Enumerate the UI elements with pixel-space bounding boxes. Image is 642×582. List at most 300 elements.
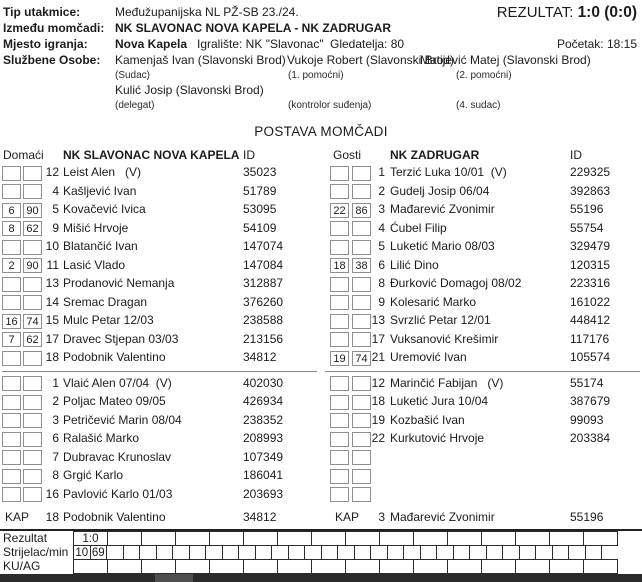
shirt-number: 10	[45, 239, 59, 253]
player-row	[323, 375, 640, 394]
grid-cell	[549, 559, 584, 574]
player-row	[2, 238, 319, 257]
sub-in-box	[2, 295, 21, 310]
sub-in-box	[2, 469, 21, 484]
grid-cell: 10	[73, 545, 91, 560]
sub-in-box: 6	[2, 203, 21, 218]
player-name: Petričević Marin 08/04	[63, 412, 182, 427]
rezultat-row	[73, 531, 618, 546]
sub-in-box	[2, 277, 21, 292]
sub-in-box	[2, 432, 21, 447]
player-name: Svrzlić Petar 12/01	[390, 313, 491, 327]
player-name: Dubravac Krunoslav	[63, 449, 172, 464]
rezultat-label: REZULTAT:	[496, 4, 574, 21]
grid-cell	[106, 545, 124, 560]
guest-id-header: ID	[570, 148, 582, 162]
grid-cell	[379, 531, 414, 546]
sub-in-box	[2, 487, 21, 502]
player-id: 392863	[570, 183, 611, 198]
sub-in-box	[2, 166, 21, 181]
grid-cell	[205, 545, 223, 560]
player-row	[2, 294, 319, 313]
kuag-row	[73, 559, 618, 574]
player-name: Dravec Stjepan 03/03	[63, 331, 179, 346]
grid-cell	[277, 559, 312, 574]
shirt-number: 13	[371, 313, 385, 327]
grid-cell	[549, 531, 584, 546]
grid-cell	[141, 559, 176, 574]
player-name: Blatančić Ivan	[63, 239, 138, 253]
guest-side-label: Gosti	[333, 148, 362, 162]
guest-captain-name: Mađarević Zvonimir	[390, 510, 495, 524]
official-referee: Kamenjaš Ivan (Slavonski Brod)	[115, 53, 286, 67]
player-row	[323, 164, 640, 183]
grid-cell	[453, 545, 471, 560]
player-id: 329479	[570, 239, 611, 253]
player-id: 147074	[243, 239, 284, 253]
shirt-number: 18	[371, 394, 385, 408]
shirt-number: 12	[371, 375, 385, 390]
sub-in-box	[330, 376, 349, 391]
shirt-number: 4	[52, 183, 59, 198]
grid-cell: 69	[90, 545, 108, 560]
player-row	[323, 238, 640, 257]
grid-cell	[354, 545, 372, 560]
player-row	[2, 183, 319, 202]
grid-cell	[447, 531, 482, 546]
player-name: Sremac Dragan	[63, 294, 148, 309]
sub-in-box: 18	[330, 258, 349, 273]
home-captain-name: Podobnik Valentino	[63, 510, 166, 524]
shirt-number: 12	[45, 165, 59, 179]
sub-minute-box: 62	[23, 221, 42, 236]
shirt-number: 2	[378, 183, 385, 198]
player-row	[2, 331, 319, 350]
player-name: Lasić Vlado	[63, 257, 126, 272]
grid-cell	[175, 559, 210, 574]
grid-cell	[271, 545, 289, 560]
grid-cell	[175, 531, 210, 546]
shirt-number: 6	[52, 431, 59, 445]
grid-cell	[413, 531, 448, 546]
player-id: 376260	[243, 294, 284, 309]
player-row	[2, 375, 319, 394]
grid-cell	[585, 545, 603, 560]
player-row	[2, 430, 319, 449]
shirt-number: 16	[45, 486, 59, 501]
home-captain-id: 34812	[243, 510, 277, 524]
grid-cell	[345, 559, 380, 574]
guest-captain-row	[323, 509, 640, 528]
player-row	[323, 486, 640, 505]
home-captain-row	[2, 509, 319, 528]
shirt-number: 17	[371, 331, 385, 346]
player-name: Vlaić Alen 07/04 (V)	[63, 375, 172, 390]
guest-column	[323, 147, 640, 528]
player-row	[2, 257, 319, 276]
score-grid	[73, 531, 618, 574]
grid-cell	[420, 545, 438, 560]
player-id: 105574	[570, 350, 611, 364]
player-row	[323, 257, 640, 276]
grid-cell	[238, 545, 256, 560]
player-id: 161022	[570, 294, 611, 309]
player-row	[2, 393, 319, 412]
grid-cell	[243, 559, 278, 574]
sub-in-box	[330, 295, 349, 310]
guest-team-name: NK ZADRUGAR	[390, 148, 480, 162]
mjesto-value: Nova Kapela	[115, 37, 188, 51]
shirt-number: 22	[371, 431, 385, 445]
grid-cell	[519, 545, 537, 560]
shirt-number: 21	[371, 350, 385, 364]
grid-cell	[123, 545, 141, 560]
guest-captain-number: 3	[378, 510, 385, 524]
grid-cell	[583, 531, 618, 546]
grid-cell	[222, 545, 240, 560]
sub-minute-box: 62	[23, 332, 42, 347]
player-name: Kurkutović Hrvoje	[390, 431, 485, 445]
player-row	[323, 393, 640, 412]
shirt-number: 9	[52, 220, 59, 235]
izmedu-label: Između momčadi:	[3, 21, 105, 35]
grid-cell	[277, 531, 312, 546]
shirt-number: 18	[45, 350, 59, 364]
tip-utakmice-label: Tip utakmice:	[3, 5, 81, 19]
guest-subs-separator	[325, 371, 640, 372]
player-name: Grgić Karlo	[63, 468, 124, 482]
grid-cell	[304, 545, 322, 560]
grid-cell	[583, 559, 618, 574]
home-side-label: Domaći	[3, 148, 44, 162]
player-id: 107349	[243, 449, 284, 464]
grid-cell	[535, 545, 553, 560]
player-id: 120315	[570, 257, 611, 272]
sub-minute-box: 86	[352, 203, 371, 218]
player-id: 51789	[243, 183, 277, 198]
grid-cell	[436, 545, 454, 560]
official-delegate: Kulić Josip (Slavonski Brod)	[115, 83, 264, 97]
player-row	[323, 183, 640, 202]
player-row	[2, 201, 319, 220]
sluzbene-label: Službene Osobe:	[3, 53, 101, 67]
player-row	[323, 331, 640, 350]
role-4sudac: (4. sudac)	[456, 100, 501, 111]
role-kontrolor: (kontrolor suđenja)	[288, 100, 372, 111]
scrollbar-thumb[interactable]	[155, 574, 193, 582]
player-name: Gudelj Josip 06/04	[390, 183, 490, 198]
shirt-number: 1	[378, 165, 385, 179]
guest-kap-label: KAP	[335, 510, 360, 524]
kuag-row-label: KU/AG	[3, 559, 41, 573]
grid-cell	[481, 531, 516, 546]
shirt-number: 6	[378, 257, 385, 272]
player-name: Luketić Mario 08/03	[390, 239, 495, 253]
sub-in-box: 2	[2, 258, 21, 273]
home-column	[2, 147, 319, 528]
player-name: Marinčić Fabijan (V)	[390, 375, 504, 390]
player-id: 99093	[570, 412, 604, 427]
postava-title: POSTAVA MOMČADI	[254, 124, 388, 139]
grid-cell	[107, 559, 142, 574]
player-id: 53095	[243, 202, 277, 216]
player-id: 223316	[570, 276, 611, 290]
player-row	[2, 449, 319, 468]
player-row	[323, 312, 640, 331]
strijelac-row-label: Strijelac/min	[3, 545, 69, 559]
grid-cell	[552, 545, 570, 560]
shirt-number: 5	[52, 202, 59, 216]
home-starters-list	[2, 164, 319, 368]
sub-in-box	[330, 487, 349, 502]
player-name: Mađarević Zvonimir	[390, 202, 495, 216]
sub-minute-box: 90	[23, 258, 42, 273]
guest-subs-list	[323, 375, 640, 505]
home-captain-number: 18	[45, 510, 59, 524]
player-name: Leist Alen (V)	[63, 165, 142, 179]
sub-in-box	[330, 277, 349, 292]
grid-cell: 1:0	[73, 531, 108, 546]
sub-in-box	[330, 469, 349, 484]
sub-minute-box	[352, 487, 371, 502]
sub-in-box	[330, 184, 349, 199]
grid-cell	[481, 559, 516, 574]
role-pomocni2: (2. pomoćni)	[456, 70, 512, 81]
player-row	[2, 412, 319, 431]
grid-cell	[172, 545, 190, 560]
shirt-number: 7	[52, 449, 59, 464]
grid-cell	[515, 531, 550, 546]
sub-in-box	[2, 395, 21, 410]
player-name: Terzić Luka 10/01 (V)	[390, 165, 507, 179]
player-row	[2, 164, 319, 183]
home-subs-separator	[2, 371, 317, 372]
sub-minute-box: 90	[23, 203, 42, 218]
player-name: Kozbašić Ivan	[390, 412, 465, 427]
grid-cell	[321, 545, 339, 560]
grid-cell	[311, 531, 346, 546]
grid-cell	[311, 559, 346, 574]
guest-column-header	[323, 147, 640, 164]
grid-cell	[156, 545, 174, 560]
strijelac-row	[73, 545, 618, 560]
sub-in-box	[330, 432, 349, 447]
player-row	[323, 430, 640, 449]
shirt-number: 8	[52, 468, 59, 482]
horizontal-scrollbar[interactable]	[0, 574, 642, 582]
home-team-name: NK SLAVONAC NOVA KAPELA	[63, 148, 240, 162]
igraliste-value: Igralište: NK "Slavonac"	[197, 37, 324, 51]
grid-cell	[337, 545, 355, 560]
grid-cell	[379, 559, 414, 574]
player-name: Prodanović Nemanja	[63, 276, 175, 290]
sub-in-box: 16	[2, 314, 21, 329]
grid-cell	[209, 531, 244, 546]
player-name: Luketić Jura 10/04	[390, 394, 489, 408]
sub-in-box: 8	[2, 221, 21, 236]
player-row	[2, 349, 319, 368]
sub-in-box	[330, 240, 349, 255]
player-row	[2, 220, 319, 239]
sub-minute-box	[352, 450, 371, 465]
sub-in-box: 7	[2, 332, 21, 347]
grid-cell	[288, 545, 306, 560]
player-id: 448412	[570, 313, 611, 327]
player-id: 35023	[243, 165, 277, 179]
player-row	[323, 349, 640, 368]
player-id: 55174	[570, 375, 604, 390]
grid-cell	[486, 545, 504, 560]
player-row	[2, 467, 319, 486]
pocetak-value: Početak: 18:15	[556, 37, 637, 51]
shirt-number: 3	[52, 412, 59, 427]
mjesto-label: Mjesto igranja:	[3, 37, 88, 51]
player-id: 54109	[243, 220, 277, 235]
role-delegat: (delegat)	[115, 100, 155, 111]
grid-cell	[73, 559, 108, 574]
grid-cell	[568, 545, 586, 560]
player-id: 55754	[570, 220, 604, 235]
player-id: 387679	[570, 394, 611, 408]
role-sudac: (Sudac)	[115, 70, 151, 81]
player-id: 402030	[243, 375, 284, 390]
player-name: Mišić Hrvoje	[63, 220, 129, 235]
player-name: Mulc Petar 12/03	[63, 313, 154, 327]
player-id: 238352	[243, 412, 284, 427]
player-name: Ralašić Marko	[63, 431, 140, 445]
grid-cell	[515, 559, 550, 574]
grid-cell	[141, 531, 176, 546]
home-column-header	[2, 147, 319, 164]
sub-in-box	[330, 332, 349, 347]
sub-in-box: 22	[330, 203, 349, 218]
shirt-number: 14	[45, 294, 59, 309]
sub-in-box	[2, 376, 21, 391]
player-name: Kovačević Ivica	[63, 202, 146, 216]
shirt-number: 5	[378, 239, 385, 253]
gledatelja-value: Gledatelja: 80	[330, 37, 405, 51]
shirt-number: 15	[45, 313, 59, 327]
grid-cell	[243, 531, 278, 546]
player-row	[2, 275, 319, 294]
sub-minute-box: 74	[23, 314, 42, 329]
sub-in-box	[330, 314, 349, 329]
player-id: 213156	[243, 331, 284, 346]
home-kap-label: KAP	[5, 510, 30, 524]
shirt-number: 17	[45, 331, 59, 346]
score-grid-labels	[3, 531, 68, 573]
sub-in-box: 19	[330, 351, 349, 366]
grid-cell	[189, 545, 207, 560]
player-name: Podobnik Valentino	[63, 350, 166, 364]
player-id: 147084	[243, 257, 284, 272]
shirt-number: 13	[45, 276, 59, 290]
player-name: Poljac Mateo 09/05	[63, 394, 166, 408]
shirt-number: 2	[52, 394, 59, 408]
grid-cell	[139, 545, 157, 560]
player-name: Đurković Domagoj 08/02	[390, 276, 522, 290]
grid-cell	[447, 559, 482, 574]
grid-cell	[255, 545, 273, 560]
shirt-number: 8	[378, 276, 385, 290]
player-id: 55196	[570, 202, 604, 216]
player-id: 34812	[243, 350, 277, 364]
player-row	[323, 275, 640, 294]
player-id: 186041	[243, 468, 284, 482]
player-name: Lilić Dino	[390, 257, 439, 272]
official-assistant2: Matijević Matej (Slavonski Brod)	[420, 53, 591, 67]
sub-in-box	[2, 351, 21, 366]
grid-cell	[502, 545, 520, 560]
official-assistant1: Vukoje Robert (Slavonski Brod)	[287, 53, 454, 67]
player-name: Pavlović Karlo 01/03	[63, 486, 173, 501]
shirt-number: 9	[378, 294, 385, 309]
sub-in-box	[2, 450, 21, 465]
sub-in-box	[2, 413, 21, 428]
player-name: Vuksanović Krešimir	[390, 331, 499, 346]
grid-cell	[345, 531, 380, 546]
sub-minute-box: 74	[352, 351, 371, 366]
player-row	[2, 312, 319, 331]
sub-in-box	[330, 166, 349, 181]
home-subs-list	[2, 375, 319, 505]
teams-line: NK SLAVONAC NOVA KAPELA - NK ZADRUGAR	[115, 21, 391, 35]
player-id: 208993	[243, 431, 284, 445]
player-name: Ćubel Filip	[390, 220, 447, 235]
player-row	[323, 220, 640, 239]
player-id: 229325	[570, 165, 611, 179]
player-id: 203693	[243, 486, 284, 501]
player-name: Uremović Ivan	[390, 350, 467, 364]
player-name: Kašljević Ivan	[63, 183, 137, 198]
shirt-number: 11	[46, 257, 59, 272]
home-id-header: ID	[243, 148, 255, 162]
grid-cell	[413, 559, 448, 574]
player-row	[2, 486, 319, 505]
tip-utakmice-value: Međužupanijska NL PŽ-SB 23./24.	[115, 5, 299, 19]
shirt-number: 19	[371, 412, 385, 427]
player-row	[323, 449, 640, 468]
sub-in-box	[330, 413, 349, 428]
sub-minute-box: 38	[352, 258, 371, 273]
player-name: Kolesarić Marko	[390, 294, 477, 309]
sub-in-box	[330, 221, 349, 236]
player-row	[323, 412, 640, 431]
shirt-number: 1	[52, 375, 59, 390]
player-id: 238588	[243, 313, 284, 327]
grid-cell	[107, 531, 142, 546]
player-id: 203384	[570, 431, 611, 445]
grid-cell	[370, 545, 388, 560]
player-id: 312887	[243, 276, 284, 290]
grid-cell	[209, 559, 244, 574]
rezultat-row-label: Rezultat	[3, 531, 48, 545]
player-row	[323, 467, 640, 486]
player-row	[323, 294, 640, 313]
shirt-number: 3	[378, 202, 385, 216]
sub-in-box	[330, 395, 349, 410]
rezultat-value: 1:0 (0:0)	[577, 4, 637, 21]
shirt-number: 4	[378, 220, 385, 235]
player-row	[323, 201, 640, 220]
rezultat-line	[497, 4, 637, 22]
sub-in-box	[330, 450, 349, 465]
guest-starters-list	[323, 164, 640, 368]
grid-cell	[469, 545, 487, 560]
grid-cell	[387, 545, 405, 560]
grid-cell	[403, 545, 421, 560]
sub-in-box	[2, 184, 21, 199]
